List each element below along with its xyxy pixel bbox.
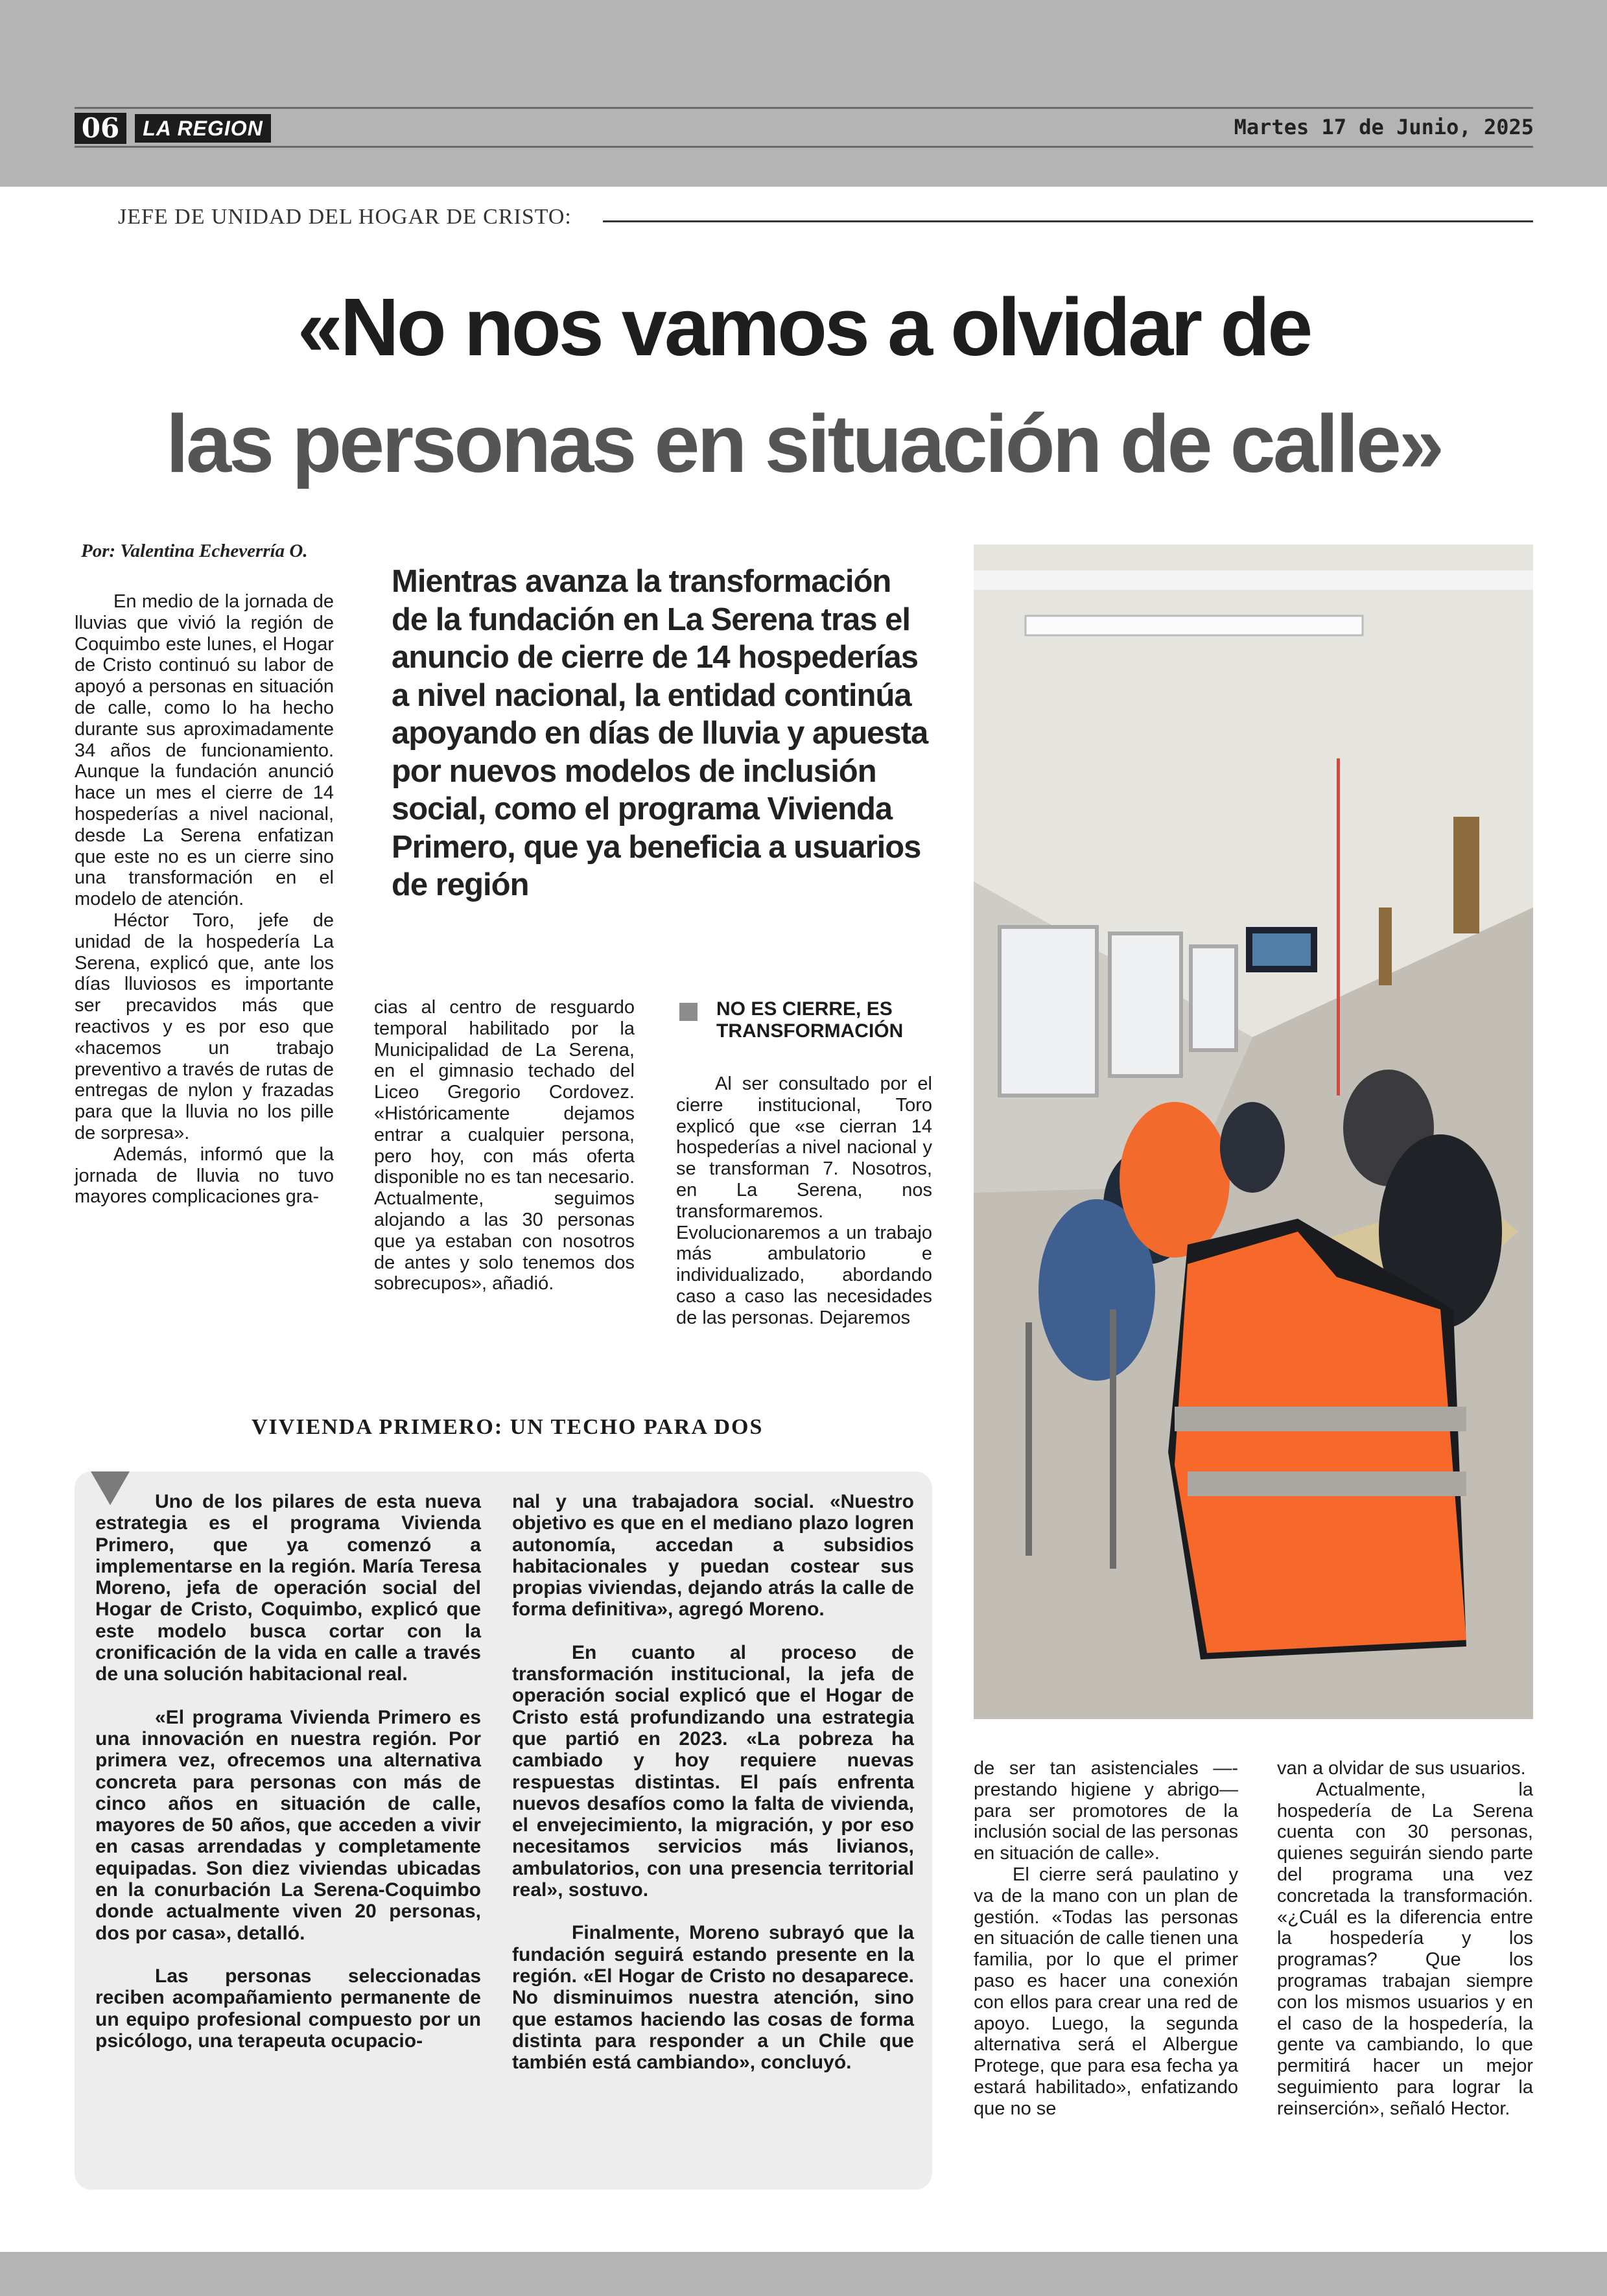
sidebar-column-2 <box>512 1491 914 2073</box>
body-column-3 <box>676 1073 932 1329</box>
body-column-2 <box>374 997 635 1294</box>
paragraph: En medio de la jornada de lluvias que vivió la región de Coquimbo este lunes, el Hogar de Cristo continuó su labor de apoyó a personas en situación de calle, como lo ha hecho durante sus aproximadamente 34 años de funcionamiento. Aunque la fundación anunció hace un mes el cierre de 14 hospederías a nivel nacional, desde La Serena enfatizan que este no es un cierre sino una transformación en el modelo de atención. <box>75 591 334 910</box>
body-column-4 <box>974 1758 1238 2120</box>
body-column-5 <box>1277 1758 1533 2120</box>
headline-line-1: «No nos vamos a olvidar de <box>297 281 1311 373</box>
kicker-rule <box>603 220 1533 222</box>
page-number: 06 <box>75 113 126 144</box>
header-top-rule <box>75 107 1533 109</box>
lead-paragraph: Mientras avanza la transformación de la fundación en La Serena tras el anuncio de cierre de 14 hospederías a nivel nacional, la entidad continúa apoyando en días de lluvia y apuesta por nuevos modelos de inclusión social, como el programa Vivienda Primero, que ya beneficia a usuarios de región <box>392 564 928 902</box>
article-photo <box>974 545 1533 1719</box>
header-band <box>0 0 1607 187</box>
paragraph: Además, informó que la jornada de lluvia no tuvo mayores complicaciones gra- <box>75 1143 334 1208</box>
paragraph: van a olvidar de sus usuarios. <box>1277 1758 1526 1779</box>
paragraph: Finalmente, Moreno subrayó que la fundación seguirá estando presente en la región. «El Hogar de Cristo no desaparece. No disminuimos nuestra atención, sino que estamos haciendo las cosas de forma distinta para responder a un Chile que también está cambiando», concluyó. <box>512 1922 914 2074</box>
sidebar-title: VIVIENDA PRIMERO: UN TECHO PARA DOS <box>252 1415 764 1439</box>
paragraph: En cuanto al proceso de transformación institucional, la jefa de operación social explicó que el Hogar de Cristo está profundizando una estrategia que partió en 2023. «La pobreza ha cambiado y hoy requiere nuevas respuestas distintas. El país enfrenta nuevos desafíos como la falta de vivienda, el envejecimiento, la migración, y por eso necesitamos servicios más livianos, ambulatorios, con una presencia territorial real», sostuvo. <box>512 1641 914 1901</box>
issue-date: Martes 17 de Junio, 2025 <box>1234 115 1534 139</box>
subhead: NO ES CIERRE, ES TRANSFORMACIÓN <box>716 998 904 1042</box>
header-bottom-rule <box>75 146 1533 148</box>
paragraph: Al ser consultado por el cierre institucional, Toro explicó que «se cierran 14 hospederías a nivel nacional y se transforman 7. Nosotros, en La Serena, nos transformaremos. Evolucionaremos a un trabajo más ambulatorio e individualizado, abordando caso a caso las necesidades de las personas. Dejaremos <box>676 1073 932 1328</box>
paragraph: nal y una trabajadora social. «Nuestro objetivo es que en el mediano plazo logren autonomía, accedan a subsidios habitacionales y puedan costear sus propias viviendas, dejando atrás la calle de forma definitiva», agregó Moreno. <box>512 1491 914 1621</box>
publication-name: LA REGION <box>135 114 271 143</box>
paragraph: Las personas seleccionadas reciben acompañamiento permanente de un equipo profesional compuesto por un psicólogo, una terapeuta ocupacio- <box>95 1965 481 2052</box>
paragraph: Uno de los pilares de esta nueva estrategia es el programa Vivienda Primero, que ya comenzó a implementarse en la región. María Teresa Moreno, jefa de operación social del Hogar de Cristo, Coquimbo, explicó que este modelo busca cortar con la cronificación de la vida en calle a través de una solución habitacional real. <box>95 1491 481 1685</box>
paragraph: «El programa Vivienda Primero es una innovación en nuestra región. Por primera vez, ofrecemos una alternativa concreta para personas con más de cinco años en situación de calle, mayores de 50 años, que acceden a vivir en casas arrendadas y completamente equipadas. Son diez viviendas ubicadas en la conurbación La Serena-Coquimbo donde actualmente viven 20 personas, dos por casa», detalló. <box>95 1706 481 1944</box>
kicker: JEFE DE UNIDAD DEL HOGAR DE CRISTO: <box>118 205 572 229</box>
paragraph: Héctor Toro, jefe de unidad de la hospedería La Serena, explicó que, ante los días lluviosos es importante ser precavidos más que reactivos y es por eso que «hacemos un trabajo preventivo a través de rutas de entregas de nylon y frazadas para que la lluvia no los pille de sorpresa». <box>75 909 334 1143</box>
paragraph: Actualmente, la hospedería de La Serena cuenta con 30 personas, quienes seguirán siendo parte del programa una vez concretada la transformación. «¿Cuál es la diferencia entre la hospedería y los programas? Que los programas trabajan siempre con los mismos usuarios y en el caso de la hospedería, la gente va cambiando, lo que permitirá hacer un mejor seguimiento para lograr la reinserción», señaló Hector. <box>1277 1779 1533 2119</box>
subhead-marker <box>679 1003 698 1021</box>
body-column-1 <box>75 591 334 1208</box>
footer-band <box>0 2252 1607 2296</box>
paragraph: de ser tan asistenciales —-prestando higiene y abrigo— para ser promotores de la inclusión social de las personas en situación de calle». <box>974 1758 1238 1864</box>
paragraph: El cierre será paulatino y va de la mano con un plan de gestión. «Todas las personas en situación de calle tienen una familia, por lo que el primer paso es hacer una conexión con ellos para crear una red de apoyo. Luego, la segunda alternativa será el Albergue Protege, que para esa fecha ya estará habilitado», enfatizando que no se <box>974 1864 1238 2119</box>
sidebar-column-1 <box>95 1491 481 2052</box>
paragraph: cias al centro de resguardo temporal habilitado por la Municipalidad de La Serena, en el gimnasio techado del Liceo Gregorio Cordovez. «Históricamente dejamos entrar a cualquier persona, pero hoy, con más oferta disponible no es tan necesario. Actualmente, seguimos alojando a las 30 personas que ya estaban con nosotros de antes y solo tenemos dos sobrecupos», añadió. <box>374 997 635 1294</box>
headline-line-2: las personas en situación de calle» <box>166 398 1442 489</box>
byline: Por: Valentina Echeverría O. <box>81 541 308 561</box>
